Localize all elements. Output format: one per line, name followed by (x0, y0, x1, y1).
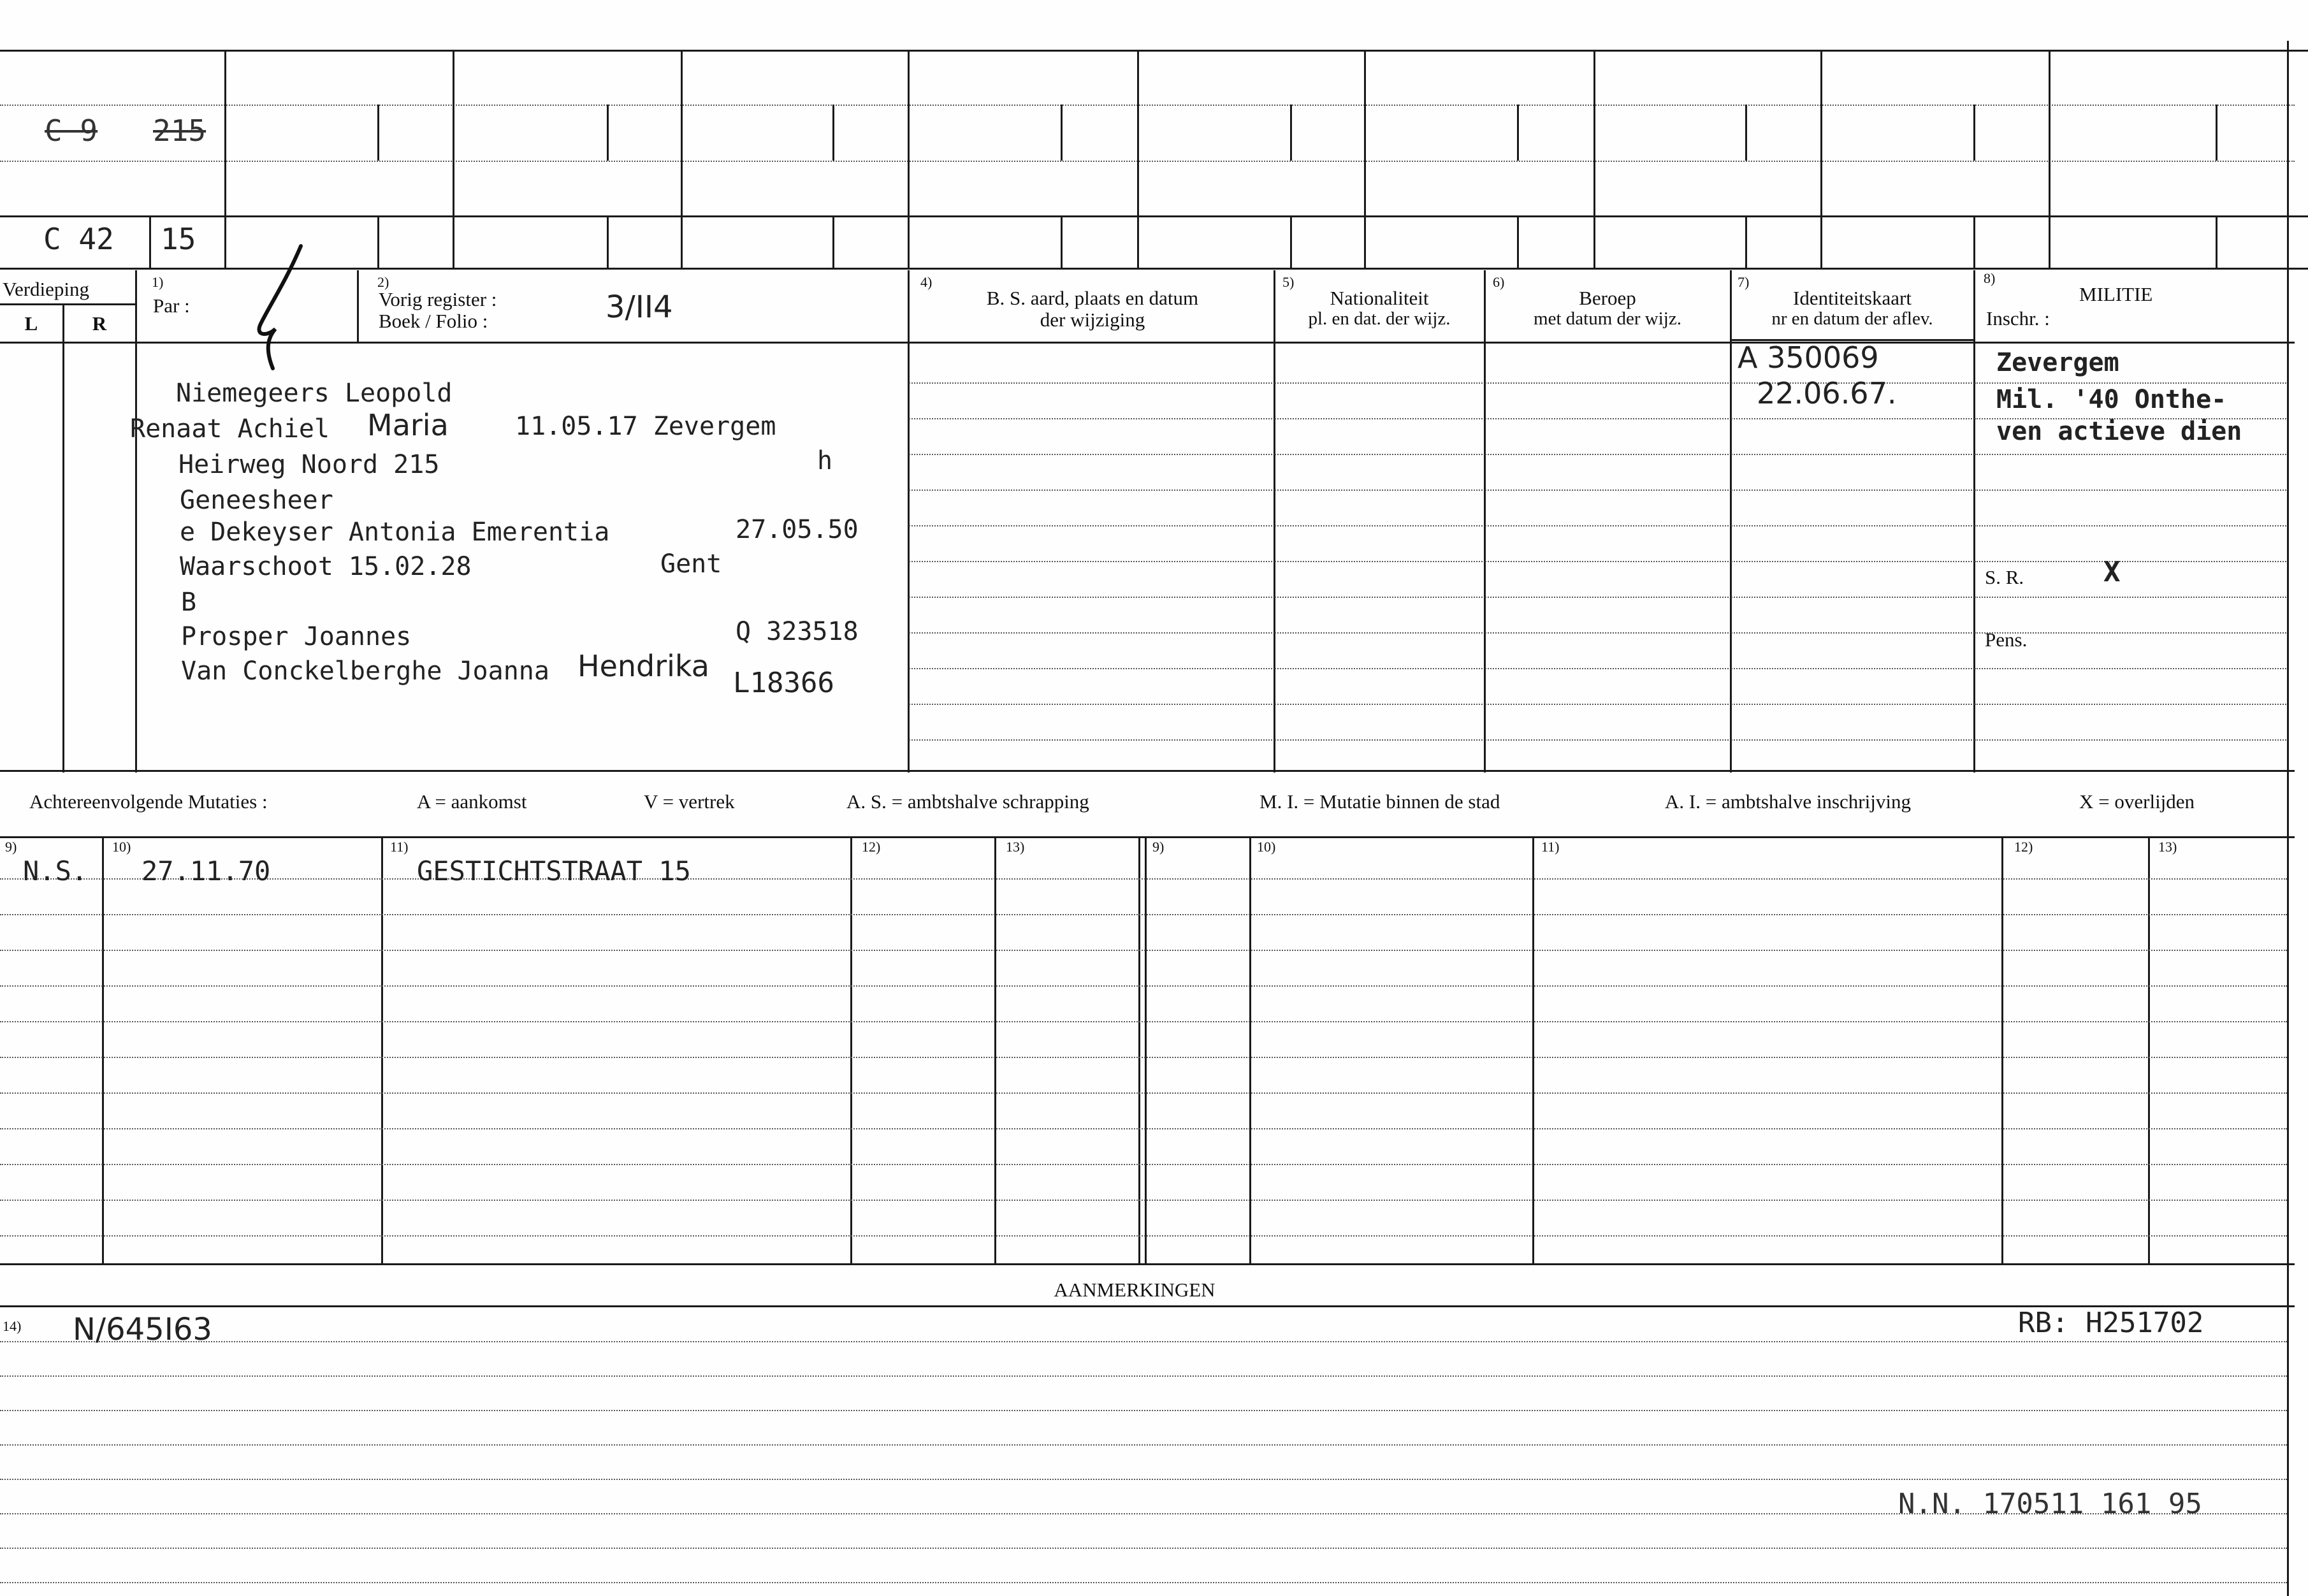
data-row-line (1485, 668, 1729, 669)
field-number-1: 1) (152, 274, 164, 290)
verdieping-label: Verdieping (3, 278, 90, 300)
militie-place: Zevergem (1996, 348, 2119, 377)
data-row-line (1975, 597, 2288, 598)
field-number-6: 6) (1493, 274, 1505, 290)
bs-header-line2: der wijziging (1040, 308, 1145, 331)
data-row-line (1731, 704, 1972, 705)
mut-field-9-right: 9) (1152, 839, 1165, 855)
legend-aankomst: A = aankomst (417, 790, 527, 813)
mutation-row-line (0, 1092, 2287, 1094)
data-row-line (1975, 525, 2288, 526)
legend-ambtshalve-schrapping: A. S. = ambtshalve schrapping (846, 790, 1089, 813)
inschr-label: Inschr. : (1986, 307, 2050, 330)
legend-ambtshalve-inschrijving: A. I. = ambtshalve inschrijving (1665, 790, 1911, 813)
col-line-beroep (1730, 270, 1732, 773)
col-line-bs (1274, 270, 1275, 773)
grid-column-line (1593, 51, 1595, 269)
data-row-line (909, 490, 1272, 491)
person-profession: Geneesheer (180, 486, 333, 515)
mut-field-12-right: 12) (2014, 839, 2033, 855)
grid-subcolumn-line (832, 215, 834, 269)
field-number-5: 5) (1282, 274, 1295, 290)
register-value: 3/II4 (606, 289, 673, 325)
person-father-code: Q 323518 (736, 617, 859, 646)
data-row-line (1485, 382, 1729, 384)
data-row-line (1275, 632, 1483, 634)
data-row-line (1731, 561, 1972, 562)
data-row-line (1975, 561, 2288, 562)
col-line-nationaliteit (1484, 270, 1486, 773)
section-bottom-line (0, 770, 2295, 772)
nationaliteit-header-line1: Nationaliteit (1330, 287, 1429, 309)
grid-subcolumn-line (2216, 105, 2217, 161)
grid-subcolumn-line (2216, 215, 2217, 269)
data-row-line (909, 597, 1272, 598)
data-row-line (1275, 597, 1483, 598)
data-row-line (1275, 454, 1483, 455)
data-row-line (1275, 525, 1483, 526)
militie-line2: Mil. '40 Onthe- (1996, 385, 2227, 414)
remarks-row-line (0, 1410, 2287, 1411)
grid-subcolumn-line (1290, 105, 1292, 161)
data-row-line (1485, 490, 1729, 491)
data-row-line (1731, 739, 1972, 741)
beroep-header-line2: met datum der wijz. (1534, 308, 1681, 329)
data-row-line (1975, 490, 2288, 491)
par-label: Par : (153, 294, 190, 317)
l-label: L (24, 312, 38, 335)
mut-field-12-left: 12) (862, 839, 881, 855)
grid-subcolumn-line (1973, 105, 1975, 161)
legend-overlijden: X = overlijden (2079, 790, 2195, 813)
top-border (0, 50, 2308, 52)
remarks-field-14: 14) (3, 1318, 22, 1334)
pens-label: Pens. (1985, 628, 2028, 651)
person-spouse: e Dekeyser Antonia Emerentia (180, 518, 610, 547)
section-code: C 42 (43, 222, 114, 256)
mut-field-11-right: 11) (1541, 839, 1560, 855)
grid-subcolumn-line (1290, 215, 1292, 269)
grid-dotted-line (0, 105, 2295, 106)
person-father: Prosper Joannes (181, 622, 412, 651)
person-spouse-place: Gent (660, 549, 722, 579)
grid-subcolumn-line (1745, 215, 1747, 269)
id-card-date: 22.06.67. (1757, 376, 1897, 410)
data-row-line (1275, 382, 1483, 384)
r-label: R (92, 312, 107, 335)
beroep-header-line1: Beroep (1579, 287, 1636, 309)
legend-title: Achtereenvolgende Mutaties : (29, 790, 268, 813)
data-row-line (1485, 454, 1729, 455)
grid-column-line (2049, 51, 2050, 269)
data-row-line (1275, 668, 1483, 669)
legend-vertrek: V = vertrek (644, 790, 735, 813)
mut-field-13-left: 13) (1006, 839, 1025, 855)
data-row-line (1731, 525, 1972, 526)
grid-subcolumn-line (1517, 105, 1519, 161)
militie-header: MILITIE (2079, 283, 2153, 305)
boek-folio-label: Boek / Folio : (379, 310, 488, 332)
mut-field-10-left: 10) (112, 839, 131, 855)
grid-column-line (1820, 51, 1822, 269)
par-handwritten-mark (242, 241, 319, 375)
bs-header-line1: B. S. aard, plaats en datum (986, 287, 1199, 309)
grid-subcolumn-line (149, 215, 151, 269)
data-row-line (1485, 561, 1729, 562)
mutations-top-line (0, 836, 2295, 838)
data-row-line (1731, 668, 1972, 669)
col-line-identiteit (1973, 270, 1975, 773)
data-row-line (1731, 490, 1972, 491)
id-card-number: A 350069 (1738, 340, 1879, 375)
data-row-line (909, 382, 1272, 384)
old-number-code: 215 (153, 113, 207, 148)
mutation-row-line (0, 914, 2287, 915)
grid-column-line (681, 51, 683, 269)
sr-value: X (2103, 556, 2121, 588)
person-mother-prefix: Van Conckelberghe Joanna (181, 657, 549, 686)
mutation-row-line (0, 1164, 2287, 1165)
grid-column-line (1137, 51, 1139, 269)
grid-dotted-line (0, 161, 2295, 162)
grid-column-line (908, 51, 910, 269)
person-firstnames-prefix: Renaat Achiel (130, 414, 330, 444)
grid-column-line (1364, 51, 1366, 269)
mutation-row-line (0, 950, 2287, 951)
data-row-line (1731, 597, 1972, 598)
person-address: Heirweg Noord 215 (178, 450, 440, 479)
data-row-line (909, 525, 1272, 526)
data-row-line (1485, 525, 1729, 526)
mutation-row-line (0, 1057, 2287, 1058)
data-row-line (909, 454, 1272, 455)
mutation-entry-date: 27.11.70 (142, 855, 271, 887)
data-row-line (909, 739, 1272, 741)
grid-subcolumn-line (377, 215, 379, 269)
data-row-line (1275, 418, 1483, 419)
field-number-7: 7) (1738, 274, 1750, 290)
grid-subcolumn-line (377, 105, 379, 161)
mutation-row-line (0, 878, 2287, 880)
remarks-nn: N.N. 170511 161 95 (1898, 1488, 2202, 1520)
remarks-row-line (0, 1548, 2287, 1549)
col-line-verdieping (135, 270, 137, 773)
mutation-row-line (0, 1235, 2287, 1237)
legend-mutatie: M. I. = Mutatie binnen de stad (1259, 790, 1500, 813)
data-row-line (1275, 739, 1483, 741)
data-row-line (1975, 704, 2288, 705)
person-firstnames-handwritten: Maria (367, 408, 449, 442)
right-edge-line (2287, 41, 2289, 1596)
data-row-line (1485, 418, 1729, 419)
mut-field-13-right: 13) (2158, 839, 2177, 855)
identiteit-header-line2: nr en datum der aflev. (1771, 308, 1933, 329)
grid-column-line (224, 51, 226, 269)
person-birth-info: 11.05.17 Zevergem (515, 412, 776, 441)
person-mother-code: L18366 (733, 667, 834, 699)
data-row-line (1975, 739, 2288, 741)
verdieping-divider (0, 303, 135, 305)
mutation-entry-address: GESTICHTSTRAAT 15 (417, 855, 691, 887)
field-number-4: 4) (920, 274, 933, 290)
person-spouse-date: 27.05.50 (736, 515, 859, 544)
remarks-code: N/645I63 (73, 1312, 212, 1347)
remarks-rb: RB: H251702 (2018, 1307, 2204, 1339)
person-spouse-birth: Waarschoot 15.02.28 (180, 552, 472, 581)
data-row-line (1975, 382, 2288, 384)
old-section-code: C 9 (45, 113, 98, 148)
grid-subcolumn-line (1061, 105, 1063, 161)
col-line-register (908, 270, 910, 773)
mut-field-10-right: 10) (1257, 839, 1276, 855)
grid-subcolumn-line (1973, 215, 1975, 269)
grid-subcolumn-line (1517, 215, 1519, 269)
mutation-row-line (0, 985, 2287, 987)
mutation-row-line (0, 1021, 2287, 1022)
grid-subcolumn-line (1061, 215, 1063, 269)
grid-subcolumn-line (1745, 105, 1747, 161)
header-bottom-line (0, 342, 2295, 344)
data-row-line (909, 632, 1272, 634)
grid-line (0, 215, 2308, 217)
col-line-par (357, 270, 359, 343)
nationaliteit-header-line2: pl. en dat. der wijz. (1308, 308, 1451, 329)
col-line-lr (62, 303, 64, 773)
grid-subcolumn-line (607, 215, 609, 269)
remarks-top-line (0, 1305, 2295, 1307)
grid-subcolumn-line (832, 105, 834, 161)
mutations-bottom-line (0, 1263, 2295, 1265)
data-row-line (1975, 454, 2288, 455)
data-row-line (1731, 454, 1972, 455)
remarks-row-line (0, 1341, 2287, 1342)
mutation-row-line (0, 1200, 2287, 1201)
data-row-line (1275, 490, 1483, 491)
field-number-8: 8) (1984, 270, 1996, 286)
person-name-line: Niemegeers Leopold (176, 379, 453, 408)
remarks-row-line (0, 1479, 2287, 1480)
data-row-line (1485, 739, 1729, 741)
field-number-2: 2) (377, 274, 389, 290)
mutation-row-line (0, 1128, 2287, 1129)
person-address-mark: h (817, 446, 833, 475)
sr-label: S. R. (1985, 566, 2024, 588)
mut-field-11-left: 11) (390, 839, 409, 855)
house-number-code: 15 (161, 222, 196, 256)
remarks-title: AANMERKINGEN (1054, 1279, 1216, 1301)
remarks-row-line (0, 1444, 2287, 1446)
mut-field-9-left: 9) (5, 839, 17, 855)
grid-line (0, 268, 2308, 270)
data-row-line (1975, 668, 2288, 669)
grid-subcolumn-line (607, 105, 609, 161)
data-row-line (1485, 597, 1729, 598)
remarks-row-line (0, 1582, 2287, 1583)
vorig-register-label: Vorig register : (379, 288, 497, 310)
data-row-line (909, 668, 1272, 669)
data-row-line (909, 704, 1272, 705)
data-row-line (1485, 632, 1729, 634)
data-row-line (909, 561, 1272, 562)
data-row-line (1731, 632, 1972, 634)
person-code-b: B (181, 588, 197, 617)
identiteit-header-line1: Identiteitskaart (1793, 287, 1912, 309)
person-mother-handwritten: Hendrika (577, 649, 709, 683)
data-row-line (1731, 418, 1972, 419)
remarks-row-line (0, 1375, 2287, 1377)
data-row-line (1485, 704, 1729, 705)
data-row-line (909, 418, 1272, 419)
grid-column-line (453, 51, 454, 269)
data-row-line (1275, 561, 1483, 562)
mutation-entry-code: N.S. (23, 855, 88, 887)
militie-line3: ven actieve dien (1996, 417, 2242, 446)
data-row-line (1275, 704, 1483, 705)
